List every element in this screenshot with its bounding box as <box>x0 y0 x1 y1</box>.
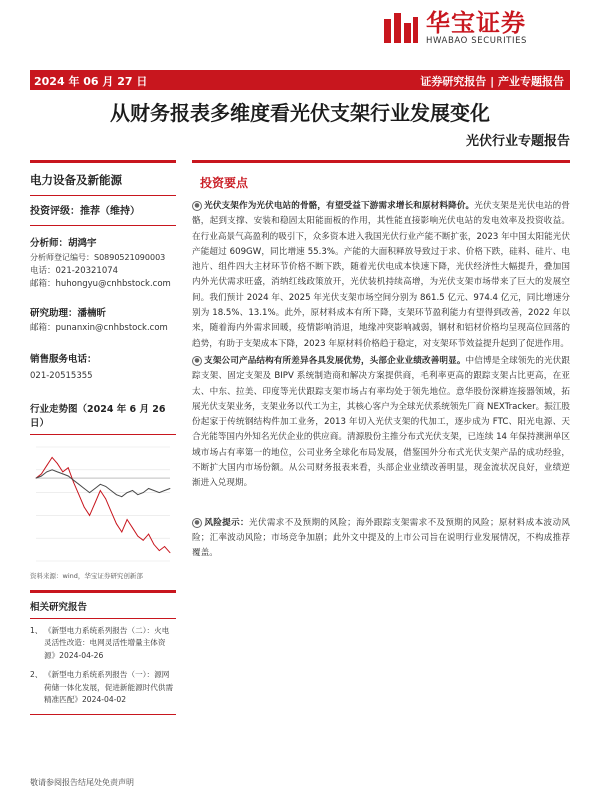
chart-point <box>68 475 69 476</box>
divider <box>30 434 176 435</box>
footer-disclaimer: 敬请参阅报告结尾处免责声明 <box>30 778 134 787</box>
chart-point <box>84 488 85 489</box>
chart-point <box>170 488 171 489</box>
sales-label: 销售服务电话： <box>30 353 97 365</box>
chart-point <box>116 523 117 524</box>
chart-point <box>62 473 63 474</box>
chart-point <box>154 544 155 545</box>
related-num: 1、 <box>30 625 43 635</box>
page-subtitle: 光伏行业专题报告 <box>465 134 570 149</box>
key-point-1-heading: 光伏支架作为光伏电站的骨骼，有望受益下游需求增长和原材料降价。 <box>204 201 475 211</box>
divider <box>30 618 176 619</box>
chart-point <box>89 515 90 516</box>
chart-point <box>121 496 122 497</box>
sidebar <box>30 160 176 715</box>
chart-point <box>105 485 106 486</box>
chart-point <box>121 531 122 532</box>
chart-point <box>62 471 63 472</box>
chart-point <box>95 502 96 503</box>
company-logo <box>382 10 527 46</box>
bullet-icon: ● <box>192 201 202 211</box>
chart-title: 行业走势图（2024 年 6 月 26 日） <box>30 403 166 429</box>
key-point-2 <box>192 354 570 492</box>
chart-point <box>57 463 58 464</box>
chart-point <box>170 552 171 553</box>
chart-point <box>116 494 117 495</box>
divider <box>30 714 176 715</box>
investment-rating: 投资评级：推荐（维持） <box>30 206 140 217</box>
chart-point <box>46 471 47 472</box>
chart-point <box>73 481 74 482</box>
chart-point <box>78 483 79 484</box>
related-text: 《新型电力系统系列报告（二）：火电灵活性改造：电网灵活性增量主体资源》2024-04-26 <box>44 625 170 660</box>
analyst2-label: 研究助理：潘楠昕 <box>30 307 107 319</box>
analyst1-phone: 电话：021-20321074 <box>30 265 119 276</box>
chart-point <box>132 527 133 528</box>
chart-point <box>159 550 160 551</box>
analyst1-label: 分析师：胡鸿宇 <box>30 238 97 249</box>
divider <box>30 225 176 226</box>
chart-point <box>100 490 101 491</box>
chart-point <box>148 533 149 534</box>
chart-point <box>36 477 37 478</box>
report-date: 2024 年 06 月 27 日 <box>34 75 148 88</box>
chart-point <box>52 469 53 470</box>
chart-point <box>127 519 128 520</box>
chart-source: 资料来源：wind，华宝证券研究创新部 <box>30 571 143 580</box>
key-point-2-body: 中信博是全球领先的光伏跟踪支架、固定支架及 BIPV 系统制造商和解决方案提供商，毛利率更高的跟踪支架占比更高，在亚太、中东、拉美、印度等光伏跟踪支架市场占有率均处于领先地位。意华股份深耕连接器领域，拓展光伏支架业务，支架业务以代工为主，其核心客户为全球光伏系统领先厂商 NEXTracker。振江股份起家于传统钢结构件加工业务，2013 年切入光伏支架的代加工，逐步成为 FTC、阳光电源、天合光能等国内外知名光伏企业的供应商。清源股份主推分布式光伏支架，已连续 14 年保持澳洲单区域市场占有率第一的地位，公司业务全球化布局发展，借鉴国外分布式光伏支架产品的成功经验，不断扩大国内市场份额。从公司财务报表来看，头部企业业绩改善明显，现金流状况良好，业绩逆渐进入兑现期。 <box>192 355 570 489</box>
key-point-1 <box>192 199 570 352</box>
chart-point <box>164 490 165 491</box>
chart-point <box>137 494 138 495</box>
trend-chart-svg <box>30 439 176 569</box>
related-list <box>30 625 176 707</box>
chart-point <box>84 506 85 507</box>
key-points-title: 投资要点 <box>200 176 249 190</box>
chart-point <box>105 498 106 499</box>
chart-point <box>111 510 112 511</box>
analyst1-email[interactable]: 邮箱：huhongyu@cnhbstock.com <box>30 278 171 289</box>
bullet-icon: ● <box>192 518 202 528</box>
chart-point <box>41 475 42 476</box>
related-item[interactable] <box>30 625 176 663</box>
main-top-rule <box>192 160 570 163</box>
chart-point <box>143 492 144 493</box>
logo-en: HWABAO SECURITIES <box>426 36 528 46</box>
chart-point <box>164 546 165 547</box>
analyst1-cert: 分析师登记编号：S0890521090003 <box>30 253 166 262</box>
analyst2-email[interactable]: 邮箱：punanxin@cnhbstock.com <box>30 322 168 333</box>
chart-point <box>68 467 69 468</box>
related-title: 相关研究报告 <box>30 601 88 613</box>
chart-point <box>111 490 112 491</box>
sector-label: 电力设备及新能源 <box>30 173 122 187</box>
chart-point <box>57 471 58 472</box>
chart-point <box>89 492 90 493</box>
chart-point <box>52 456 53 457</box>
related-item[interactable] <box>30 669 176 707</box>
key-point-2-heading: 支架公司产品结构有所差异各具发展优势，头部企业业绩改善明显。 <box>204 355 466 366</box>
related-text: 《新型电力系统系列报告（一）：源网荷储一体化发展，促进新能源时代供需精准匹配》2024-04-02 <box>44 670 174 704</box>
risk-warning <box>192 516 570 562</box>
date-bar <box>30 70 570 90</box>
risk-body: 光伏需求不及预期的风险；海外跟踪支架需求不及预期的风险；原材料成本波动风险；汇率波动风险；市场竞争加剧；此外文中提及的上市公司旨在说明行业发展情况，不构成推荐覆盖。 <box>192 517 570 559</box>
chart-point <box>46 465 47 466</box>
chart-point <box>159 492 160 493</box>
risk-heading: 风险提示： <box>204 517 249 528</box>
key-point-1-body: 光伏支架是光伏电站的骨骼，起到支撑、安装和稳固太阳能面板的作用，其性能直接影响光伏电站的发电效率及投资收益。在行业高景气高盈利的吸引下，众多资本进入我国光伏行业产能不断扩张，2023 年中国太阳能光伏产能超过 609GW，同比增速 55.3%。产能的大面积释放导致过于求、价格下跌，硅料、硅片、电池片、组件四大主材环节价格不断下跌，随着光伏电成本快速下降，光伏经济性大幅提升，叠加国内外光伏需求旺盛，消纳红线政策放开，光伏装机持续高增，为光伏支架市场带来了巨大的发展空间。我们预计 2024 年、2025 年光伏支架市场空间分别为 861.5 亿元、974.4 亿元，同比增速分别为 18.5%、13.1%。此外，原材料成本有所下降，支架环节盈利能力有望得到改善，2022 年以来，随着海内外需求回暖，疫情影响消退，地缘冲突影响减弱，钢材和铝材价格均呈现高位回落的趋势，有助于支架成本下降，2023 年原材料价格趋于稳定，对支架环节效益提升起到了促进作用。 <box>192 201 570 349</box>
industry-trend-chart <box>30 439 176 569</box>
chart-point <box>154 490 155 491</box>
chart-point <box>143 539 144 540</box>
chart-point <box>41 473 42 474</box>
report-type: 证券研究报告 | 产业专题报告 <box>420 75 564 88</box>
sidebar-top-rule <box>30 160 176 163</box>
chart-point <box>100 483 101 484</box>
chart-point <box>127 492 128 493</box>
chart-point <box>78 494 79 495</box>
chart-point <box>132 490 133 491</box>
logo-cn: 华宝证券 <box>426 9 526 37</box>
page-title: 从财务报表多维度看光伏支架行业发展变化 <box>110 101 490 125</box>
divider <box>30 590 176 593</box>
logo-mark-icon <box>382 11 420 45</box>
main-content <box>192 160 570 562</box>
chart-point <box>148 488 149 489</box>
chart-point <box>95 488 96 489</box>
sales-phone: 021-20515355 <box>30 370 93 381</box>
chart-point <box>137 535 138 536</box>
chart-point <box>73 479 74 480</box>
divider <box>30 195 176 196</box>
bullet-icon: ● <box>192 356 202 366</box>
related-num: 2、 <box>30 670 43 679</box>
